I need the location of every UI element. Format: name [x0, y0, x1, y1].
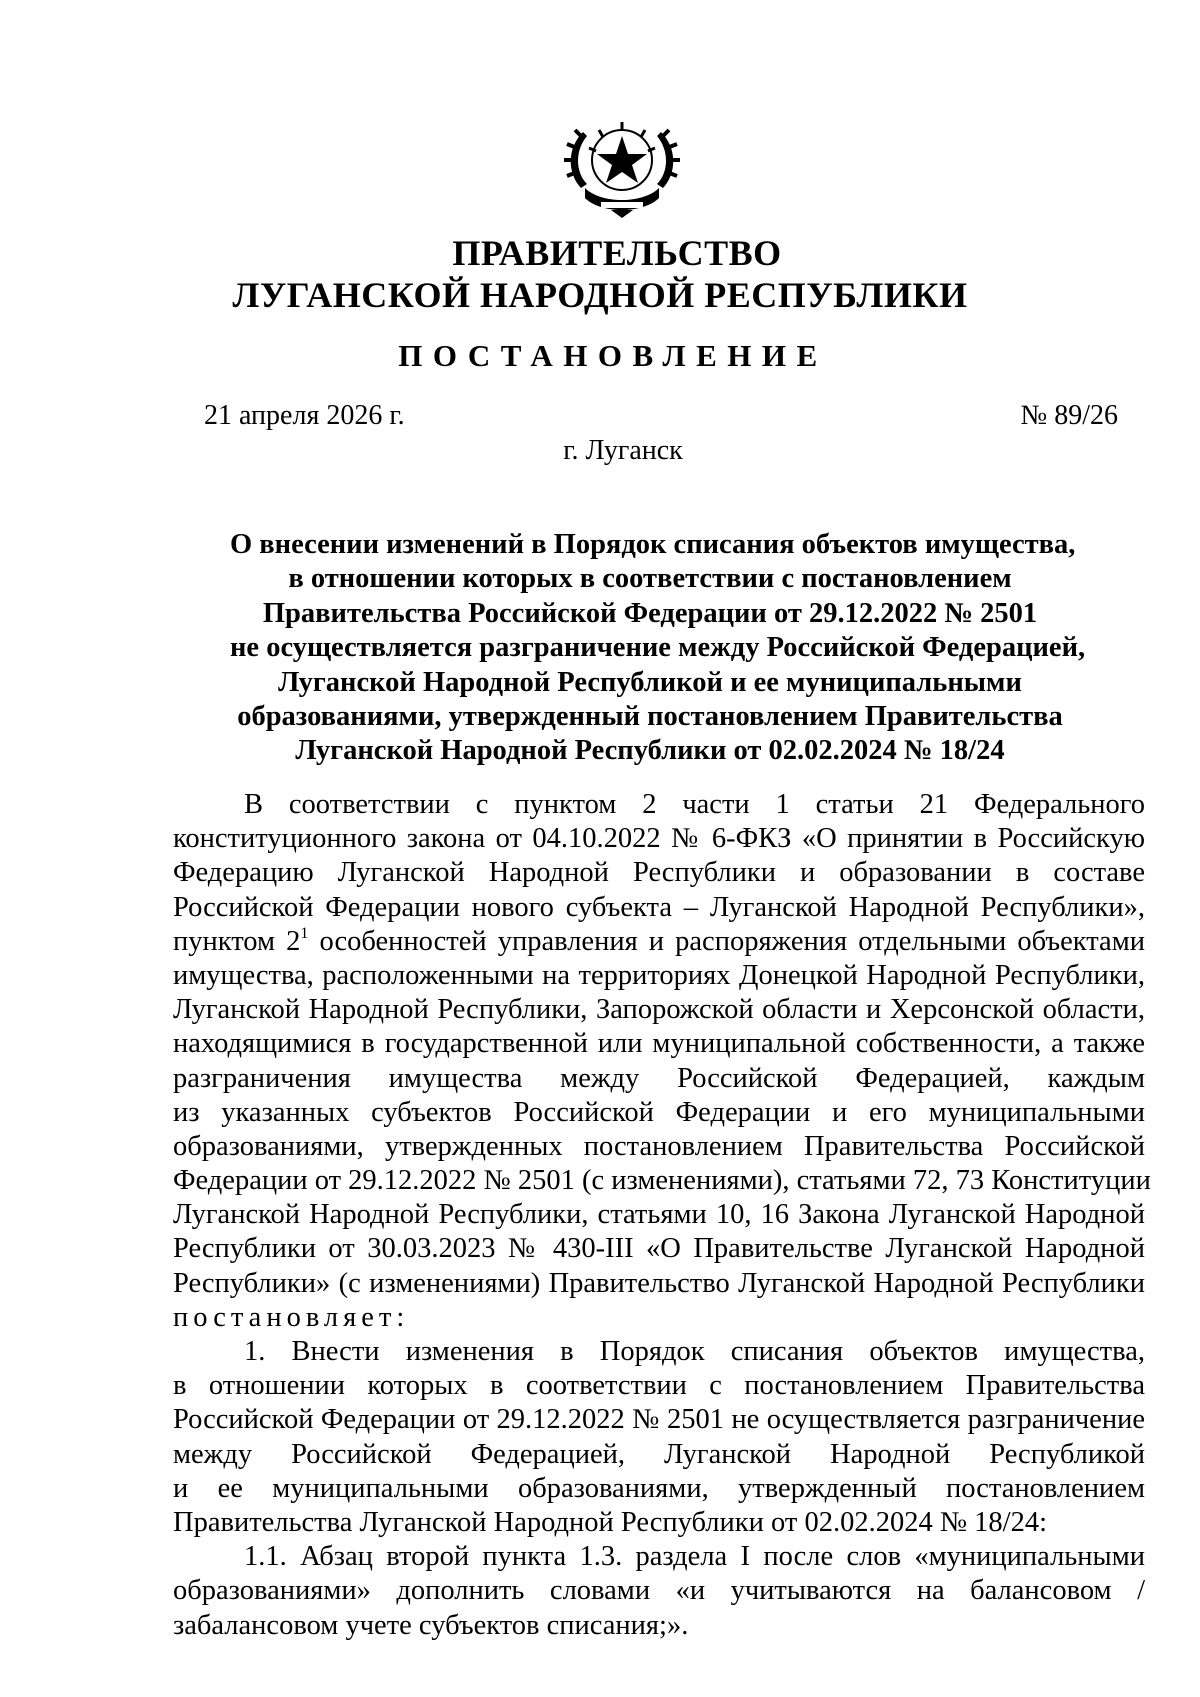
body-text: особенностей управления и распоряжения отдельными объектами — [308, 925, 1145, 957]
decree-body — [173, 788, 1151, 1643]
decree-number: № 89/26 — [1020, 400, 1118, 431]
body-line: образованиями, утвержденных постановлением Правительства Российской — [173, 1130, 1145, 1162]
decree-title — [230, 528, 1086, 769]
body-line: Российской Федерации от 29.12.2022 № 2501 не осуществляется разграничение — [173, 1404, 1145, 1436]
title-line: в отношении которых в соответствии с постановлением — [288, 563, 1012, 595]
body-line: из указанных субъектов Российской Федерации и его муниципальными — [173, 1096, 1145, 1128]
body-line: Луганской Народной Республики, статьями 10, 16 Закона Луганской Народной — [173, 1199, 1145, 1231]
body-line: Республики от 30.03.2023 № 430-III «О Правительстве Луганской Народной — [173, 1233, 1145, 1265]
body-line: В соответствии с пунктом 2 части 1 статьи 21 Федерального — [244, 789, 1145, 820]
body-line: Правительства Луганской Народной Республики от 02.02.2024 № 18/24: — [173, 1506, 1047, 1538]
body-line: конституционного закона от 04.10.2022 № 6-ФКЗ «О принятии в Российскую — [173, 823, 1145, 855]
body-line: разграничения имущества между Российской Федерацией, каждым — [173, 1062, 1145, 1094]
title-line: О внесении изменений в Порядок списания объектов имущества, — [230, 529, 1076, 560]
body-line: Российской Федерации нового субъекта – Луганской Народной Республики», — [173, 891, 1145, 923]
body-line: Луганской Народной Республики, Запорожской области и Херсонской области, — [173, 994, 1145, 1026]
document-type: ПОСТАНОВЛЕНИЕ — [398, 338, 828, 373]
title-line: Луганской Народной Республикой и ее муниципальными — [278, 666, 1022, 698]
body-line: имущества, расположенными на территориях Донецкой Народной Республики, — [173, 959, 1145, 991]
body-line: находящимися в государственной или муниципальной собственности, а также — [173, 1028, 1145, 1060]
body-line: Федерации от 29.12.2022 № 2501 (с изменениями), статьями 72, 73 Конституции — [173, 1165, 1151, 1197]
body-line-with-superscript — [173, 925, 1145, 959]
body-line: Федерацию Луганской Народной Республики и образовании в составе — [173, 857, 1145, 889]
government-title-line2: ЛУГАНСКОЙ НАРОДНОЙ РЕСПУБЛИКИ — [232, 275, 968, 315]
government-title-line1: ПРАВИТЕЛЬСТВО — [452, 233, 782, 273]
title-line: образованиями, утвержденный постановлением Правительства — [237, 701, 1063, 733]
body-line: забалансовом учете субъектов списания;». — [173, 1609, 689, 1641]
title-line: Луганской Народной Республики от 02.02.2024 № 18/24 — [295, 735, 1005, 767]
body-line: образованиями» дополнить словами «и учитываются на балансовом / — [173, 1575, 1145, 1607]
coat-of-arms-emblem — [561, 118, 683, 220]
body-line: и ее муниципальными образованиями, утвержденный постановлением — [173, 1472, 1145, 1504]
decree-city: г. Луганск — [563, 435, 683, 466]
body-line: 1. Внести изменения в Порядок списания объектов имущества, — [244, 1336, 1145, 1367]
title-line: Правительства Российской Федерации от 29.12.2022 № 2501 — [262, 597, 1038, 629]
title-line: не осуществляется разграничение между Российской Федерацией, — [230, 632, 1086, 664]
body-text: пунктом 2 — [173, 925, 301, 957]
superscript: 1 — [300, 924, 309, 942]
body-line: между Российской Федерацией, Луганской Народной Республикой — [173, 1438, 1145, 1470]
body-line: в отношении которых в соответствии с постановлением Правительства — [173, 1370, 1145, 1402]
decree-date: 21 апреля 2026 г. — [204, 400, 405, 431]
resolves-word: постановляет: — [173, 1301, 410, 1333]
body-line: 1.1. Абзац второй пункта 1.3. раздела I после слов «муниципальными — [244, 1541, 1145, 1573]
body-line: Республики» (с изменениями) Правительство Луганской Народной Республики — [173, 1267, 1145, 1299]
